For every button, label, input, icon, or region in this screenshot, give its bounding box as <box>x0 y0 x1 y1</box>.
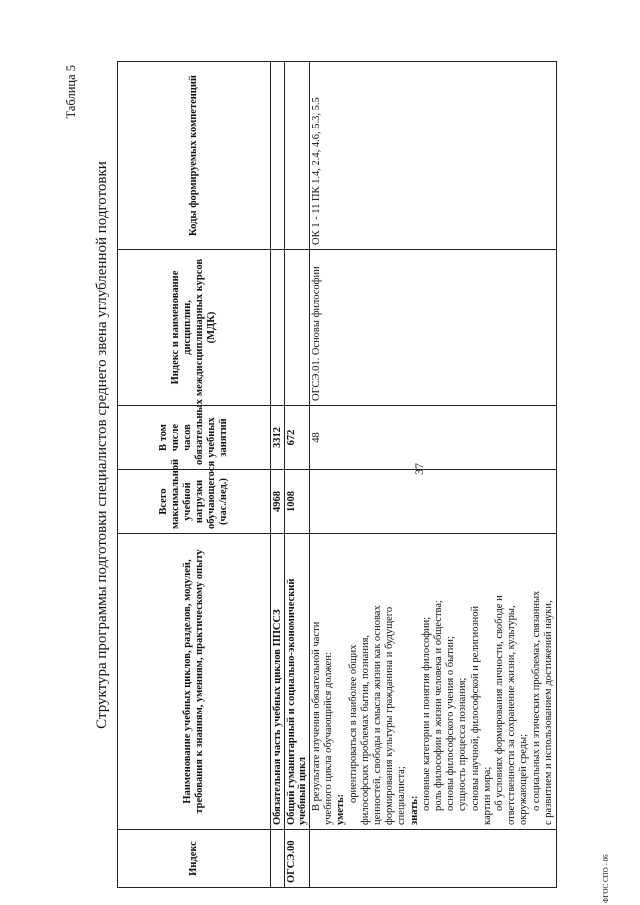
znat-line: об условиях формирования личности, свободе и <box>494 595 506 811</box>
row-total: 1008 <box>285 470 310 534</box>
umet-line: ценностей, свободы и смысла жизни как основах <box>372 605 384 825</box>
row-compulsory: 672 <box>285 406 310 470</box>
row-codes <box>285 62 310 250</box>
umet-line: формирования культуры гражданина и будущего <box>384 606 396 825</box>
page-number: 37 <box>412 463 426 475</box>
table-row-detail <box>310 62 557 888</box>
znat-line: сущность процесса познания; <box>457 677 469 811</box>
table-row <box>285 62 310 888</box>
row-total: 4968 <box>271 470 285 534</box>
detail-compulsory: 48 <box>310 406 557 470</box>
znat-line: картин мира; <box>481 766 493 825</box>
detail-requirements <box>310 534 557 830</box>
znat-line: роль философии в жизни человека и общества; <box>433 600 445 811</box>
table-header-row <box>118 62 271 888</box>
header-name: Наименование учебных циклов, разделов, модулей, требования к знаниям, умениям, практическому опыту <box>118 534 271 830</box>
znat-line: основные категории и понятия философии; <box>420 616 432 811</box>
intro-line: учебного цикла обучающийся должен: <box>323 652 335 825</box>
row-index: ОГСЭ.00 <box>285 830 310 888</box>
detail-codes: ОК 1 - 11 ПК 1.4, 2.4, 4.6, 5.3, 5.5 <box>310 62 557 250</box>
umet-line: философских проблемах бытия, познания, <box>359 634 371 825</box>
row-discipline <box>271 250 285 406</box>
header-codes: Коды формируемых компетенций <box>118 62 271 250</box>
znat-label: знать: <box>408 795 420 825</box>
header-index: Индекс <box>118 830 271 888</box>
umet-label: уметь: <box>335 793 347 825</box>
znat-line: основы философского учения о бытии; <box>445 636 457 811</box>
header-compulsory: В том числе часов обязательных учебных занятий <box>118 406 271 470</box>
curriculum-table <box>117 61 557 888</box>
header-discipline: Индекс и наименование дисциплин, междисциплинарных курсов (МДК) <box>118 250 271 406</box>
table-caption: Таблица 5 <box>64 65 78 119</box>
detail-index <box>310 830 557 888</box>
header-total: Всего максимальной учебной нагрузки обучающегося (час./нед.) <box>118 470 271 534</box>
znat-line: основы научной, философской и религиозной <box>469 605 481 811</box>
znat-line: с развитием и использованием достижений науки, <box>542 600 554 825</box>
znat-line: ответственности за сохранение жизни, культуры, <box>506 605 518 825</box>
row-name: Обязательная часть учебных циклов ППССЗ <box>271 534 285 830</box>
page-title: Структура программы подготовки специалистов среднего звена углубленной подготовки <box>94 161 110 729</box>
row-compulsory: 3312 <box>271 406 285 470</box>
row-codes <box>271 62 285 250</box>
detail-discipline: ОГСЭ.01. Основы философии <box>310 250 557 406</box>
intro-line: В результате изучения обязательной части <box>311 621 322 811</box>
row-index <box>271 830 285 888</box>
umet-line: специалиста; <box>396 766 408 825</box>
table-row <box>271 62 285 888</box>
znat-line: окружающей среды; <box>518 733 530 825</box>
umet-line: ориентироваться в наиболее общих <box>347 644 359 803</box>
row-discipline <box>285 250 310 406</box>
row-name: Общий гуманитарный и социально-экономический учебный цикл <box>285 534 310 830</box>
footer-code: ФГОС СПО - 06 <box>602 854 610 903</box>
znat-line: о социальных и этических проблемах, связанных <box>530 590 542 811</box>
detail-total <box>310 470 557 534</box>
